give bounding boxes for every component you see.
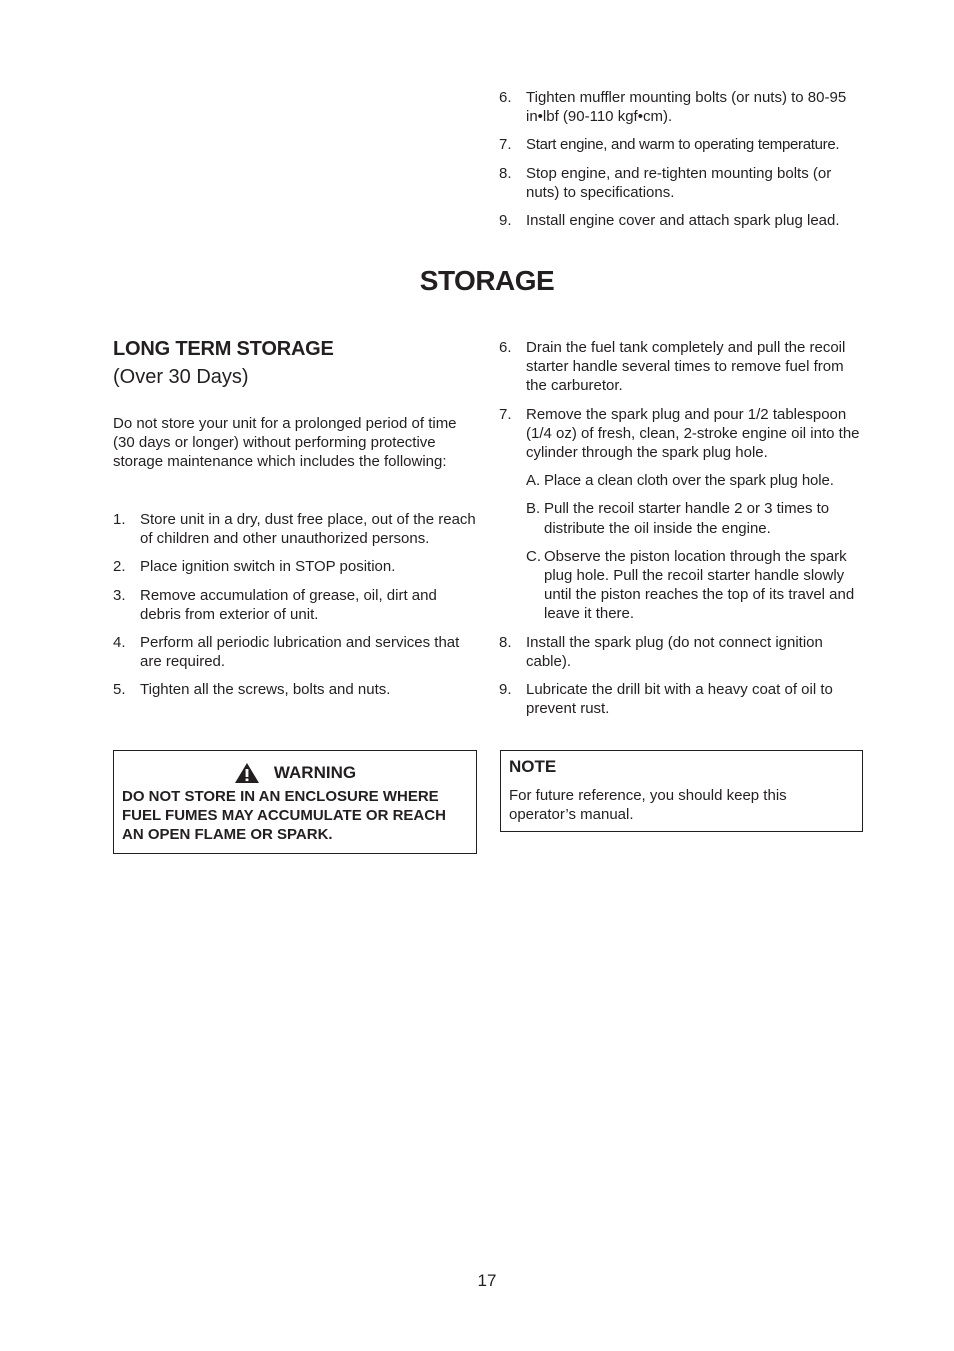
list-item <box>499 633 864 671</box>
sub-list-item <box>526 499 864 537</box>
step-text: Install engine cover and attach spark plug lead. <box>526 212 840 230</box>
note-box <box>500 750 863 832</box>
step-text: Lubricate the drill bit with a heavy coat of oil to prevent rust. <box>526 681 833 718</box>
step-number: 9. <box>499 212 512 230</box>
sub-list-item <box>526 547 864 624</box>
list-item <box>499 135 864 154</box>
sub-step-text: Pull the recoil starter handle 2 or 3 times to distribute the oil inside the engine. <box>544 500 830 537</box>
step-text: Stop engine, and re-tighten mounting bolts (or nuts) to specifications. <box>526 164 832 201</box>
step-text: Perform all periodic lubrication and services that are required. <box>140 634 460 671</box>
intro-paragraph: Do not store your unit for a prolonged period of time (30 days or longer) without performing protective storage maintenance which includes the following: <box>113 415 457 471</box>
list-item <box>499 338 864 396</box>
step-text: Drain the fuel tank completely and pull the recoil starter handle several times to remove fuel from the carburetor. <box>526 339 846 395</box>
list-item <box>499 211 864 230</box>
warning-triangle-icon <box>234 762 260 784</box>
sub-step-text: Observe the piston location through the spark plug hole. Pull the recoil starter handle slowly until the piston reaches the top of its travel and leave it there. <box>544 547 855 623</box>
step-text: Tighten muffler mounting bolts (or nuts) to 80-95 in•lbf (90-110 kgf•cm). <box>526 89 847 126</box>
step-text: Remove accumulation of grease, oil, dirt and debris from exterior of unit. <box>140 586 437 623</box>
sub-step-letter: B. <box>526 500 541 518</box>
warning-title: WARNING <box>273 763 357 782</box>
list-item <box>499 164 864 202</box>
list-item <box>499 680 864 718</box>
step-text: Start engine, and warm to operating temperature. <box>526 136 840 154</box>
note-title: NOTE <box>509 757 557 776</box>
step-text: Place ignition switch in STOP position. <box>140 558 396 576</box>
page-number: 17 <box>477 1271 497 1290</box>
step-number: 9. <box>499 681 512 699</box>
page-title: STORAGE <box>419 265 555 296</box>
left-steps-list <box>113 510 478 709</box>
step-number: 3. <box>113 586 126 604</box>
list-item <box>113 586 478 624</box>
section-subheading: (Over 30 Days) <box>113 366 249 388</box>
warning-box <box>113 750 477 854</box>
sub-list-item <box>526 471 864 490</box>
top-steps-list <box>499 88 864 239</box>
step-text: Tighten all the screws, bolts and nuts. <box>140 681 391 699</box>
list-item <box>113 510 478 548</box>
list-item <box>499 88 864 126</box>
step-text: Remove the spark plug and pour 1/2 tablespoon (1/4 oz) of fresh, clean, 2-stroke engine oil into the cylinder through the spark plug hole. <box>526 405 860 462</box>
sub-step-text: Place a clean cloth over the spark plug hole. <box>544 472 834 490</box>
warning-text: DO NOT STORE IN AN ENCLOSURE WHERE FUEL FUMES MAY ACCUMULATE OR REACH AN OPEN FLAME OR SPARK. <box>122 788 446 844</box>
step-number: 8. <box>499 633 512 651</box>
step-number: 2. <box>113 558 126 576</box>
list-item <box>499 405 864 463</box>
sub-step-letter: C. <box>526 547 541 565</box>
list-item <box>113 633 478 671</box>
step-number: 5. <box>113 681 126 699</box>
step-text: Install the spark plug (do not connect ignition cable). <box>526 633 823 670</box>
step-number: 6. <box>499 89 512 106</box>
note-text: For future reference, you should keep this operator’s manual. <box>509 787 787 824</box>
step-number: 1. <box>113 511 126 528</box>
step-number: 7. <box>499 405 512 423</box>
list-item <box>113 557 478 576</box>
list-item <box>113 680 478 699</box>
right-steps-list <box>499 338 864 727</box>
warning-header <box>122 761 468 785</box>
section-heading: LONG TERM STORAGE <box>113 338 334 360</box>
step-number: 6. <box>499 339 512 356</box>
step-number: 4. <box>113 634 126 652</box>
step-text: Store unit in a dry, dust free place, out of the reach of children and other unauthorized persons. <box>140 511 476 548</box>
sub-step-letter: A. <box>526 472 541 490</box>
step-number: 7. <box>499 136 512 154</box>
step-number: 8. <box>499 164 512 182</box>
